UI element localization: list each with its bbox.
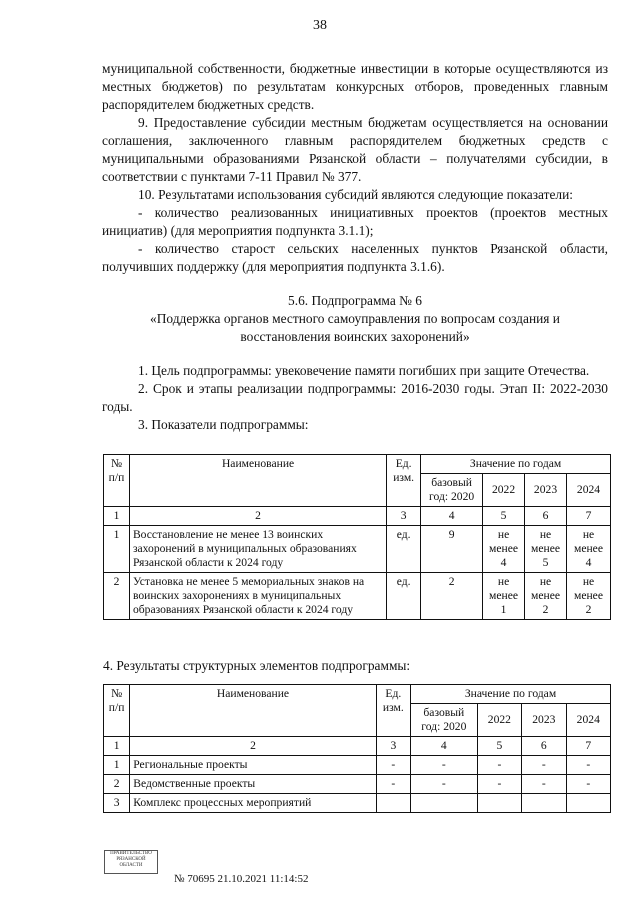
- header-base: базовый год: 2020: [421, 474, 483, 507]
- document-body: [102, 60, 608, 434]
- table-row: 2 Ведомственные проекты - - - - -: [104, 775, 611, 794]
- table-row: 2 Установка не менее 5 мемориальных знаков на воинских захоронениях в муниципальных образованиях Рязанской области к 2024 году ед. 2 не менее 1 не менее 2 не менее 2: [104, 573, 611, 620]
- table-row: 1 2 3 4 5 6 7: [104, 507, 611, 526]
- indicators-title: 3. Показатели подпрограммы:: [138, 417, 309, 432]
- registration-number: № 70695 21.10.2021 11:14:52: [174, 873, 309, 885]
- header-2024: 2024: [567, 474, 611, 507]
- header-values: Значение по годам: [411, 685, 611, 704]
- subprogram-goal: 1. Цель подпрограммы: увековечение памяти погибших при защите Отечества.: [138, 363, 590, 378]
- table-row: 1 Региональные проекты - - - - -: [104, 756, 611, 775]
- results-table: [103, 684, 611, 813]
- header-unit: Ед. изм.: [376, 685, 410, 737]
- header-num: № п/п: [104, 455, 130, 507]
- subprogram-title: «Поддержка органов местного самоуправления по вопросам создания и восстановления воинских захоронений»: [150, 311, 560, 344]
- results-title: 4. Результаты структурных элементов подпрограммы:: [103, 658, 411, 673]
- paragraph: 9. Предоставление субсидии местным бюджетам осуществляется на основании соглашения, заключенного главным распорядителем бюджетных средств с муниципальными образованиями Рязанской области – получателями субсидии, в соответствии с пунктами 7-11 Правил № 377.: [102, 115, 608, 184]
- government-stamp: ПРАВИТЕЛЬСТВО РЯЗАНСКОЙ ОБЛАСТИ: [104, 850, 158, 874]
- paragraph: - количество реализованных инициативных проектов (проектов местных инициатив) (для мероприятия подпункта 3.1.1);: [102, 205, 608, 238]
- header-2022: 2022: [477, 704, 521, 737]
- paragraph: 10. Результатами использования субсидий являются следующие показатели:: [138, 187, 574, 202]
- header-unit: Ед. изм.: [387, 455, 421, 507]
- table-row: 3 Комплекс процессных мероприятий: [104, 794, 611, 813]
- header-num: № п/п: [104, 685, 130, 737]
- subprogram-heading: 5.6. Подпрограмма № 6: [288, 293, 422, 308]
- subprogram-term: 2. Срок и этапы реализации подпрограммы: 2016-2030 годы. Этап II: 2022-2030 годы.: [102, 381, 608, 414]
- page-number: 38: [313, 18, 327, 33]
- header-values: Значение по годам: [421, 455, 611, 474]
- table-row: 1 2 3 4 5 6 7: [104, 737, 611, 756]
- header-2023: 2023: [522, 704, 566, 737]
- header-2024: 2024: [566, 704, 610, 737]
- paragraph: - количество старост сельских населенных пунктов Рязанской области, получивших поддержку (для мероприятия подпункта 3.1.6).: [102, 241, 608, 274]
- header-name: Наименование: [129, 455, 386, 507]
- header-2023: 2023: [525, 474, 567, 507]
- indicators-table: [103, 454, 611, 620]
- header-name: Наименование: [130, 685, 376, 737]
- paragraph: муниципальной собственности, бюджетные инвестиции в которые осуществляются из местных бюджетов) по результатам конкурсных отборов, проведенных главным распорядителем бюджетных средств.: [102, 61, 608, 112]
- footer: [104, 850, 166, 874]
- table-row: 1 Восстановление не менее 13 воинских захоронений в муниципальных образованиях Рязанской области к 2024 году ед. 9 не менее 4 не менее 5 не менее 4: [104, 526, 611, 573]
- header-base: базовый год: 2020: [411, 704, 478, 737]
- header-2022: 2022: [483, 474, 525, 507]
